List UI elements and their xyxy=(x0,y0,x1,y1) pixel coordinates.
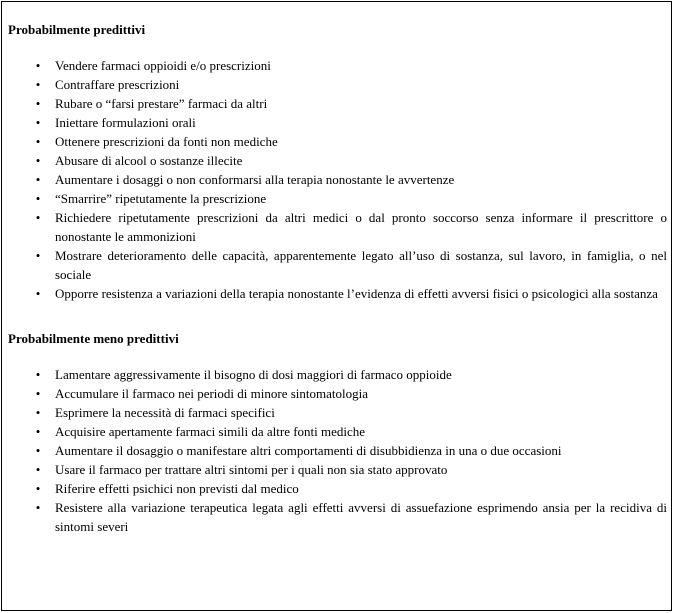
list-item xyxy=(2,113,671,132)
bullet-icon: • xyxy=(35,248,41,263)
section-title-less-predictive: Probabilmente meno predittivi xyxy=(8,331,179,346)
list-item xyxy=(2,498,671,536)
bullet-icon: • xyxy=(35,386,41,401)
bullet-icon: • xyxy=(35,172,41,187)
list-item-text: Usare il farmaco per trattare altri sintomi per i quali non sia stato approvato xyxy=(55,462,448,477)
list-item xyxy=(2,246,671,284)
bullet-icon: • xyxy=(35,191,41,206)
bullet-icon: • xyxy=(35,500,41,515)
list-item xyxy=(2,365,671,384)
list-item-text: Vendere farmaci oppioidi e/o prescrizioni xyxy=(55,58,271,73)
list-item-text: Aumentare i dosaggi o non conformarsi alla terapia nonostante le avvertenze xyxy=(55,172,455,187)
list-item-text: “Smarrire” ripetutamente la prescrizione xyxy=(55,191,267,206)
bullet-icon: • xyxy=(35,462,41,477)
list-item xyxy=(2,384,671,403)
bullet-list-less-predictive xyxy=(2,365,671,536)
bullet-icon: • xyxy=(35,153,41,168)
list-item-text: Lamentare aggressivamente il bisogno di dosi maggiori di farmaco oppioide xyxy=(55,367,452,382)
list-item-text: Opporre resistenza a variazioni della terapia nonostante l’evidenza di effetti avversi fisici o psicologici alla sostanza xyxy=(55,286,658,301)
list-item-text: Esprimere la necessità di farmaci specifici xyxy=(55,405,275,420)
bullet-icon: • xyxy=(35,96,41,111)
list-item-text: Abusare di alcool o sostanze illecite xyxy=(55,153,243,168)
list-item-text: Riferire effetti psichici non previsti dal medico xyxy=(55,481,299,496)
bullet-list-predictive xyxy=(2,56,671,303)
list-item xyxy=(2,422,671,441)
list-item-text: Richiedere ripetutamente prescrizioni da altri medici o dal pronto soccorso senza informare il prescrittore o nonostante le ammonizioni xyxy=(55,210,667,244)
bullet-icon: • xyxy=(35,58,41,73)
list-item-text: Mostrare deterioramento delle capacità, apparentemente legato all’uso di sostanza, sul lavoro, in famiglia, o nel sociale xyxy=(55,248,667,282)
bullet-icon: • xyxy=(35,115,41,130)
bullet-icon: • xyxy=(35,210,41,225)
list-item xyxy=(2,94,671,113)
list-item xyxy=(2,208,671,246)
bullet-icon: • xyxy=(35,481,41,496)
bullet-icon: • xyxy=(35,405,41,420)
list-item-text: Iniettare formulazioni orali xyxy=(55,115,196,130)
list-item-text: Rubare o “farsi prestare” farmaci da altri xyxy=(55,96,268,111)
list-item xyxy=(2,284,671,303)
list-item xyxy=(2,460,671,479)
list-item xyxy=(2,56,671,75)
list-item xyxy=(2,441,671,460)
list-item-text: Accumulare il farmaco nei periodi di minore sintomatologia xyxy=(55,386,368,401)
list-item xyxy=(2,151,671,170)
list-item-text: Contraffare prescrizioni xyxy=(55,77,180,92)
document-table-frame xyxy=(1,1,672,611)
bullet-icon: • xyxy=(35,443,41,458)
list-item xyxy=(2,170,671,189)
bullet-icon: • xyxy=(35,424,41,439)
bullet-icon: • xyxy=(35,286,41,301)
bullet-icon: • xyxy=(35,134,41,149)
list-item-text: Aumentare il dosaggio o manifestare altri comportamenti di disubbidienza in una o due occasioni xyxy=(55,443,562,458)
list-item-text: Acquisire apertamente farmaci simili da altre fonti mediche xyxy=(55,424,366,439)
list-item xyxy=(2,403,671,422)
bullet-icon: • xyxy=(35,367,41,382)
bullet-icon: • xyxy=(35,77,41,92)
list-item-text: Ottenere prescrizioni da fonti non mediche xyxy=(55,134,278,149)
section-title-predictive: Probabilmente predittivi xyxy=(8,22,146,37)
list-item xyxy=(2,132,671,151)
list-item xyxy=(2,75,671,94)
list-item-text: Resistere alla variazione terapeutica legata agli effetti avversi di assuefazione esprimendo ansia per la recidiva di sintomi severi xyxy=(55,500,667,534)
list-item xyxy=(2,189,671,208)
list-item xyxy=(2,479,671,498)
